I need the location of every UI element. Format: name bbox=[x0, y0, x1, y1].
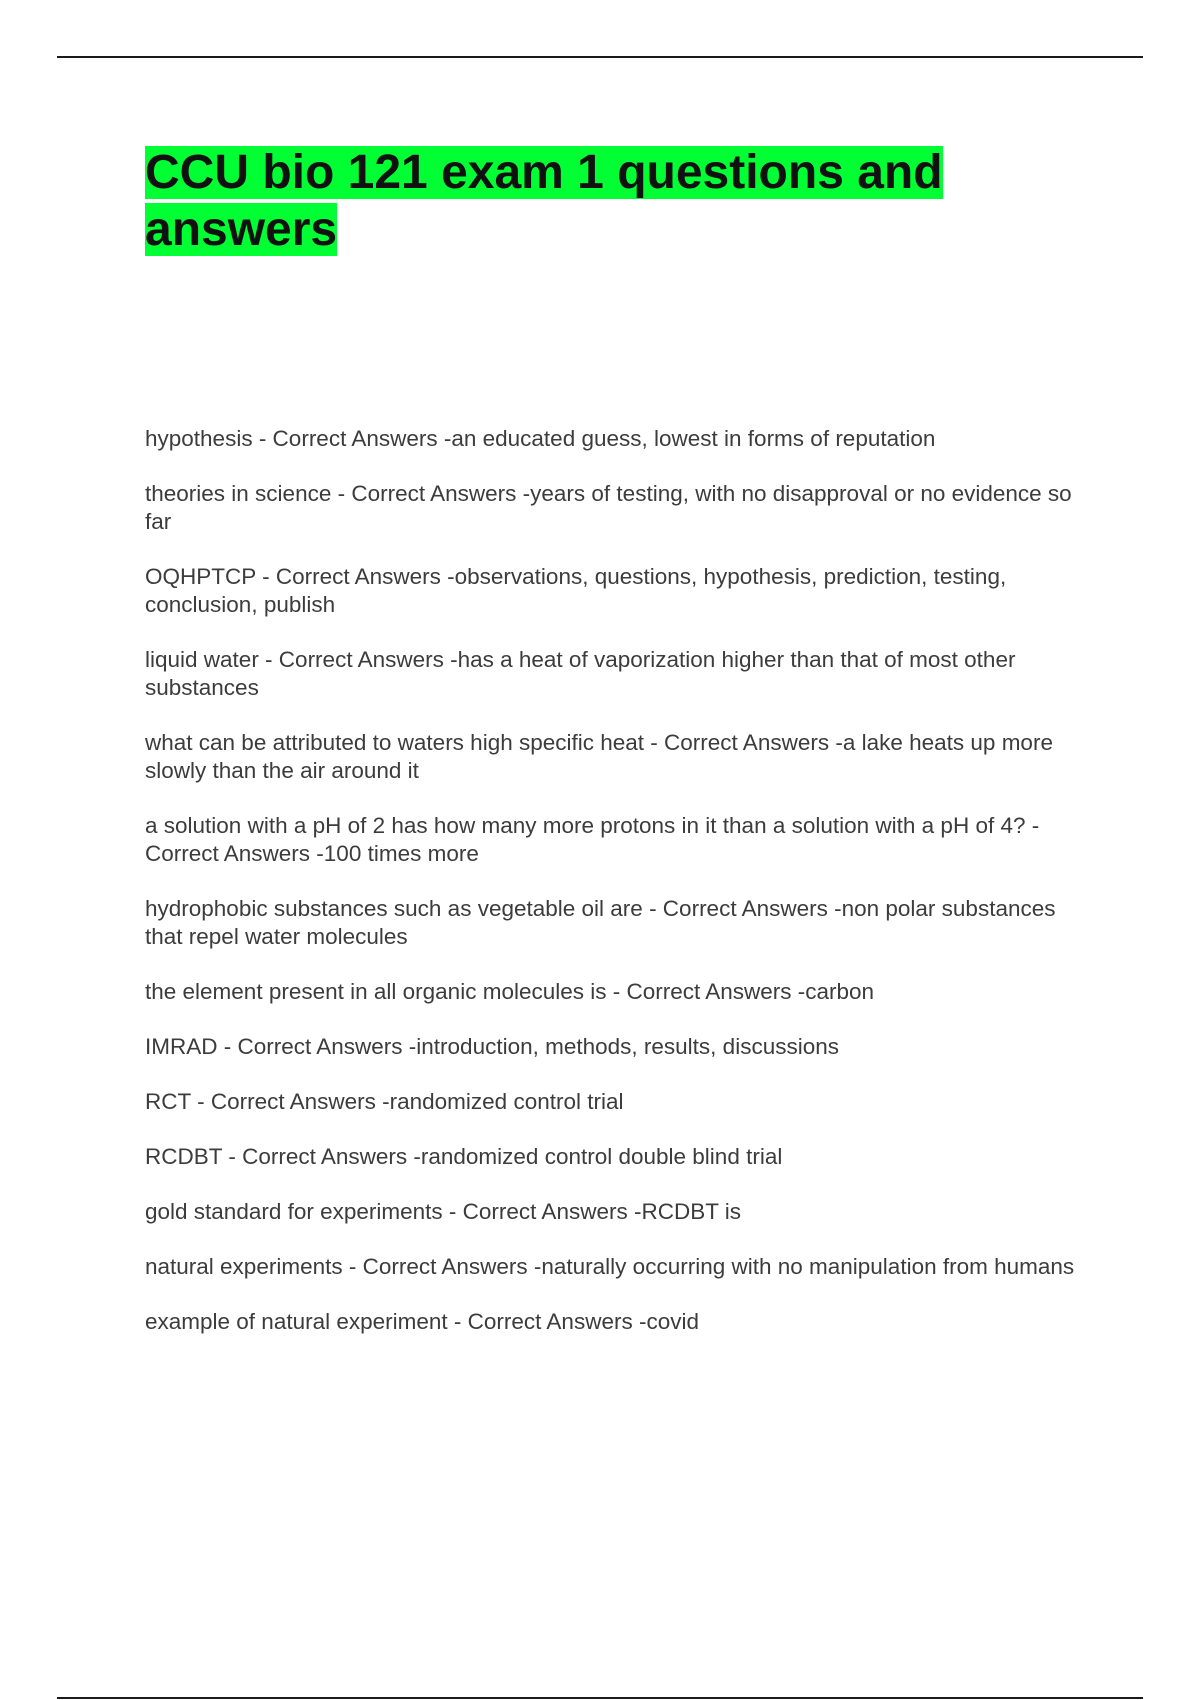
qa-item: RCDBT - Correct Answers -randomized control double blind trial bbox=[145, 1144, 783, 1169]
bottom-rule bbox=[57, 1697, 1143, 1699]
qa-item: RCT - Correct Answers -randomized control trial bbox=[145, 1089, 624, 1114]
top-rule bbox=[57, 56, 1143, 58]
qa-item: OQHPTCP - Correct Answers -observations, questions, hypothesis, prediction, testing, conclusion, publish bbox=[145, 564, 1007, 617]
qa-item: theories in science - Correct Answers -years of testing, with no disapproval or no evidence so far bbox=[145, 481, 1072, 534]
qa-item: liquid water - Correct Answers -has a heat of vaporization higher than that of most other substances bbox=[145, 647, 1016, 700]
title-highlight: CCU bio 121 exam 1 questions and answers bbox=[145, 146, 943, 256]
qa-item: hypothesis - Correct Answers -an educated guess, lowest in forms of reputation bbox=[145, 426, 936, 451]
qa-item: IMRAD - Correct Answers -introduction, methods, results, discussions bbox=[145, 1034, 839, 1059]
qa-item: hydrophobic substances such as vegetable oil are - Correct Answers -non polar substances that repel water molecules bbox=[145, 896, 1056, 949]
qa-item: gold standard for experiments - Correct Answers -RCDBT is bbox=[145, 1199, 742, 1224]
qa-item: a solution with a pH of 2 has how many more protons in it than a solution with a pH of 4? - Correct Answers -100 times more bbox=[145, 813, 1040, 866]
qa-item: the element present in all organic molecules is - Correct Answers -carbon bbox=[145, 979, 875, 1004]
qa-item: natural experiments - Correct Answers -naturally occurring with no manipulation from humans bbox=[145, 1254, 1075, 1279]
qa-item: what can be attributed to waters high specific heat - Correct Answers -a lake heats up more slowly than the air around it bbox=[145, 730, 1053, 783]
qa-item: example of natural experiment - Correct Answers -covid bbox=[145, 1309, 699, 1334]
qa-list bbox=[145, 425, 1095, 1363]
document-title bbox=[145, 144, 1045, 258]
